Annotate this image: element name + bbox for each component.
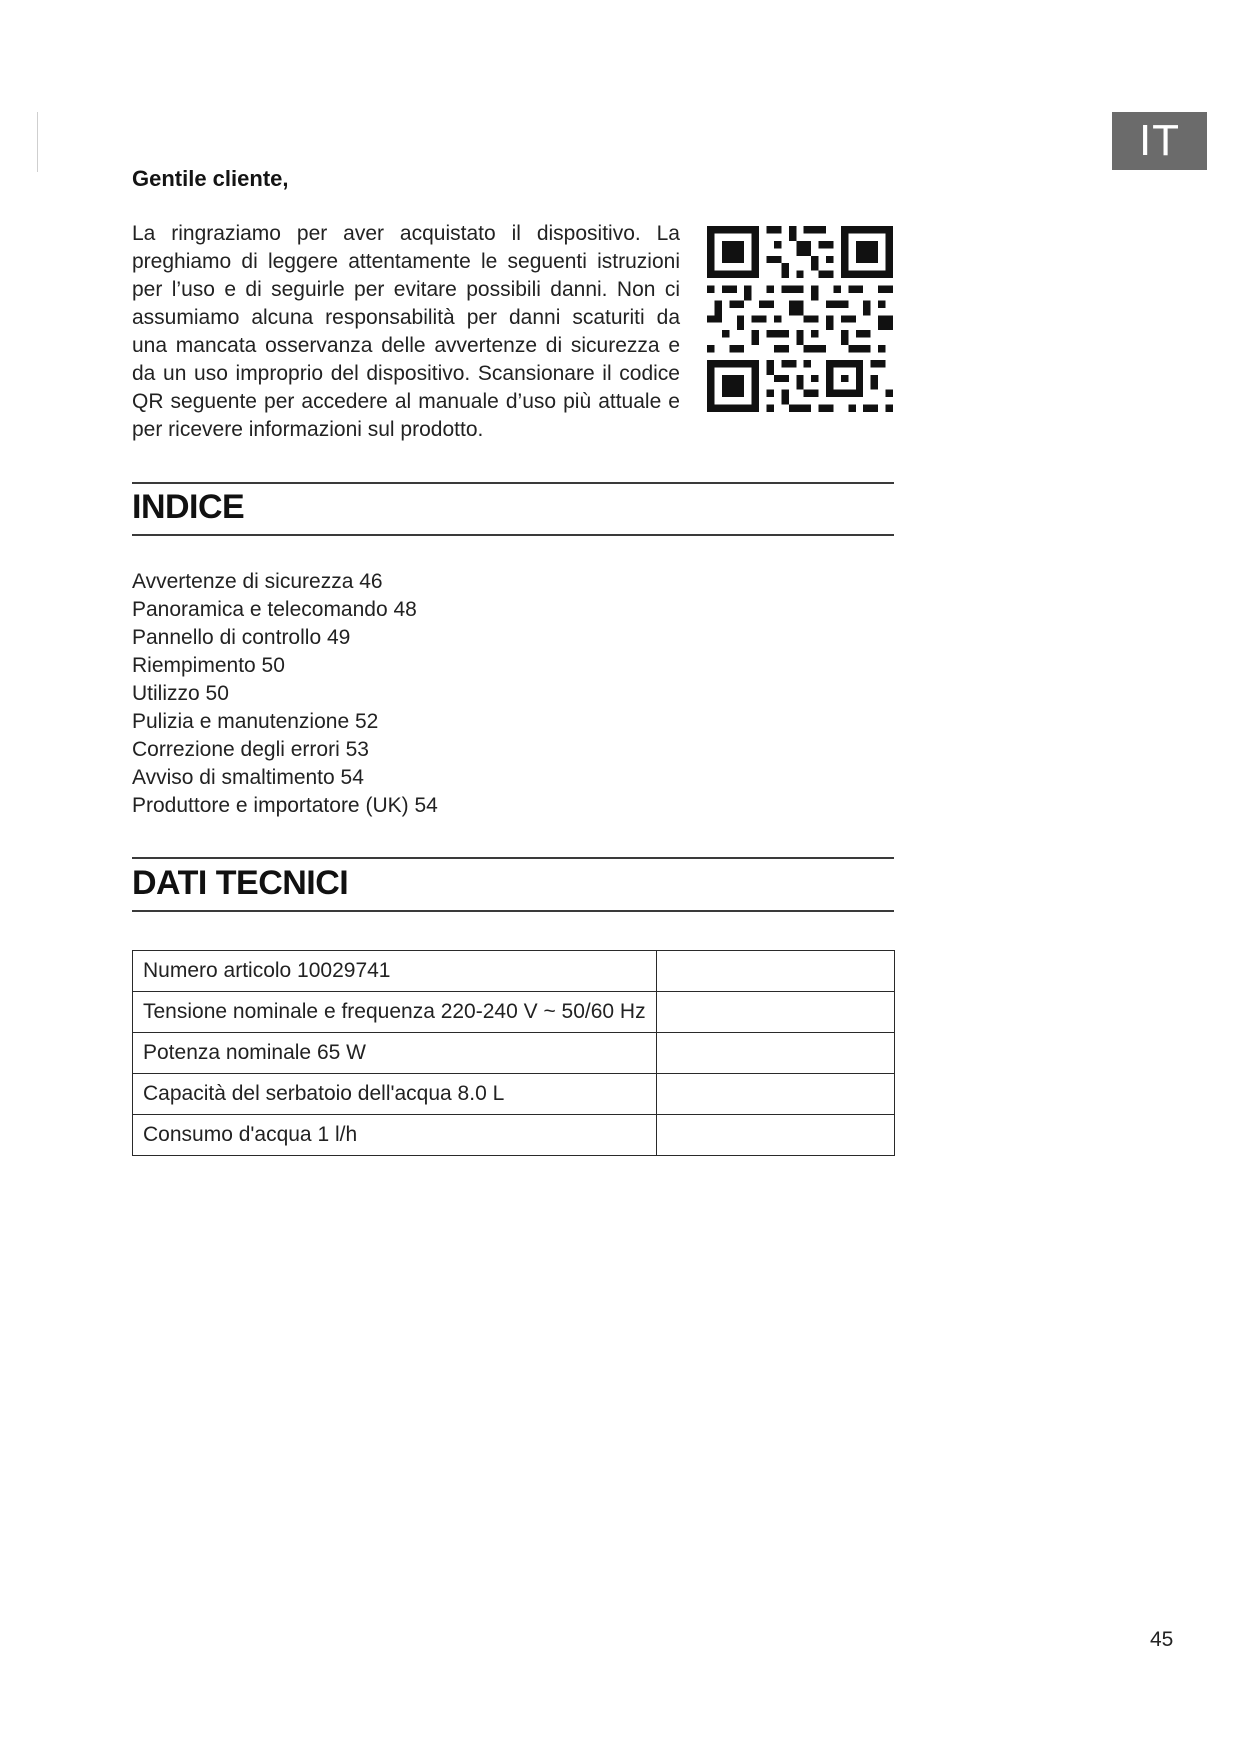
table-row xyxy=(133,1074,895,1115)
toc-item: Avviso di smaltimento 54 xyxy=(132,766,364,789)
greeting: Gentile cliente, xyxy=(132,166,289,191)
spec-cell xyxy=(133,1115,657,1156)
spec-cell xyxy=(133,1074,657,1115)
table-row xyxy=(133,992,895,1033)
margin-rule xyxy=(37,112,38,172)
spec-cell-empty xyxy=(656,1115,894,1156)
page-number: 45 xyxy=(1150,1628,1174,1651)
qr-code-icon xyxy=(707,226,893,412)
intro-paragraph: La ringraziamo per aver acquistato il dispositivo. La preghiamo di leggere attentamente le seguenti istruzioni per l’uso e di seguirle per evitare possibili danni. Non ci assumiamo alcuna responsabilità per danni scaturiti da una mancata osservanza delle avvertenze di sicurezza e da un uso improprio del dispositivo. Scansionare il codice QR seguente per accedere al manuale d’uso più attuale e per ricevere informazioni sul prodotto. xyxy=(132,222,680,441)
spec-text: Consumo d'acqua 1 l/h xyxy=(143,1123,358,1146)
spec-text: Potenza nominale 65 W xyxy=(143,1041,366,1064)
spec-text: Numero articolo 10029741 xyxy=(143,959,391,982)
table-row xyxy=(133,1033,895,1074)
toc-item: Panoramica e telecomando 48 xyxy=(132,598,417,621)
spec-cell-empty xyxy=(656,951,894,992)
spec-cell-empty xyxy=(656,1074,894,1115)
spec-cell xyxy=(133,1033,657,1074)
toc-item: Riempimento 50 xyxy=(132,654,285,677)
toc-item: Correzione degli errori 53 xyxy=(132,738,369,761)
toc-item: Avvertenze di sicurezza 46 xyxy=(132,570,383,593)
toc-item: Pulizia e manutenzione 52 xyxy=(132,710,379,733)
spec-cell-empty xyxy=(656,992,894,1033)
spec-text: Tensione nominale e frequenza 220-240 V ~ 50/60 Hz xyxy=(143,1000,646,1023)
section-title-specs: DATI TECNICI xyxy=(132,864,349,902)
spec-text: Capacità del serbatoio dell'acqua 8.0 L xyxy=(143,1082,505,1105)
spec-cell xyxy=(133,992,657,1033)
section-title-index: INDICE xyxy=(132,488,245,526)
toc-item: Utilizzo 50 xyxy=(132,682,229,705)
toc-item: Pannello di controllo 49 xyxy=(132,626,351,649)
table-row xyxy=(133,951,895,992)
table-of-contents xyxy=(132,568,438,820)
section-divider xyxy=(132,482,894,484)
section-divider xyxy=(132,910,894,912)
spec-cell-empty xyxy=(656,1033,894,1074)
section-divider xyxy=(132,534,894,536)
language-tab: IT xyxy=(1112,112,1207,170)
spec-table xyxy=(132,950,895,1156)
section-divider xyxy=(132,857,894,859)
table-row xyxy=(133,1115,895,1156)
toc-item: Produttore e importatore (UK) 54 xyxy=(132,794,438,817)
spec-cell xyxy=(133,951,657,992)
